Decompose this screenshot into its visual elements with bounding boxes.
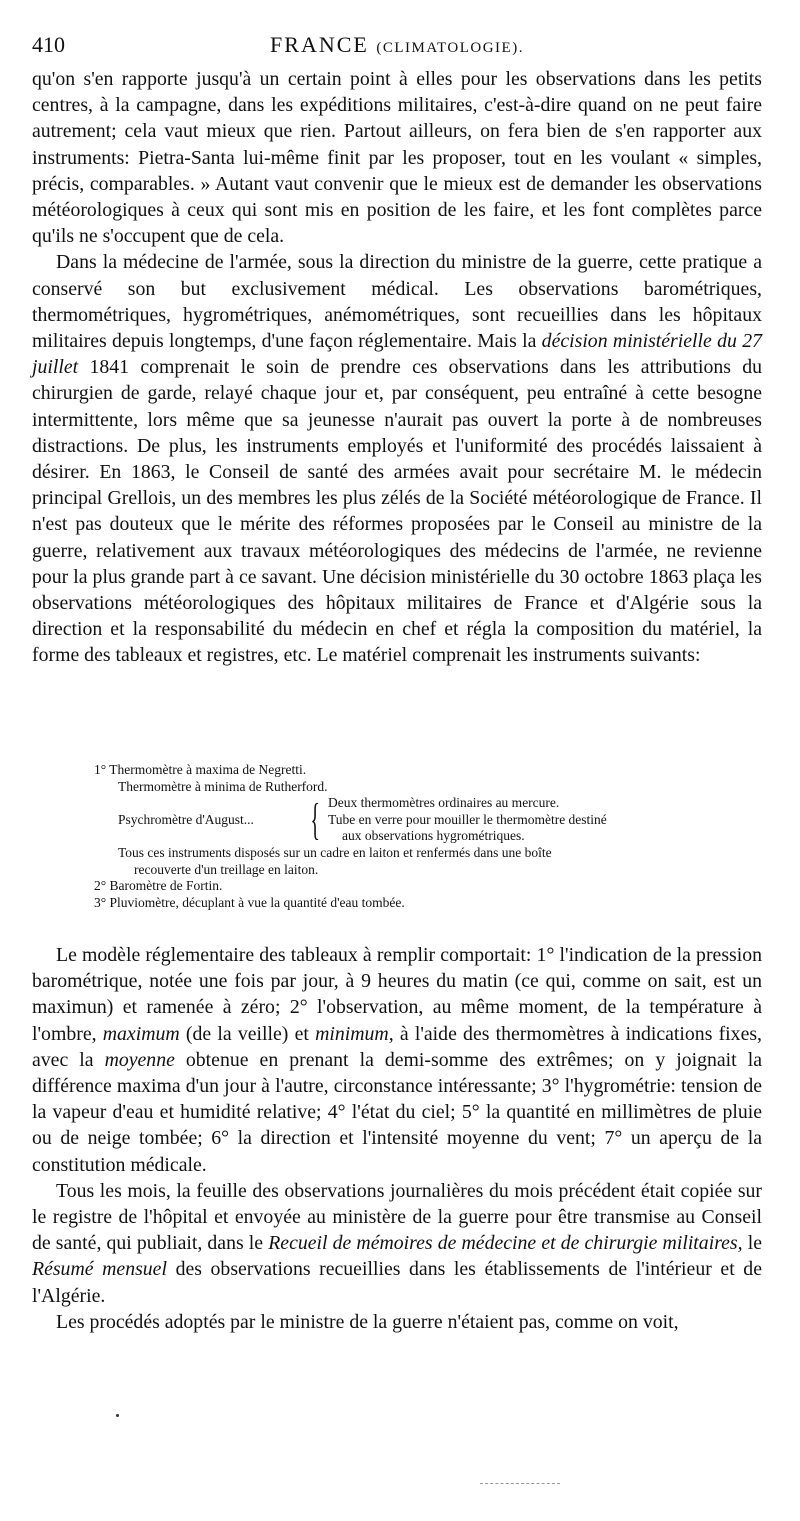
- body-text-bottom: [32, 942, 762, 1335]
- paragraph-5: Les procédés adoptés par le ministre de la guerre n'étaient pas, comme on voit,: [56, 1310, 679, 1333]
- instrument-note-continued: recouverte d'un treillage en laiton.: [134, 861, 319, 877]
- brace: {: [310, 795, 320, 845]
- psychrometer-item: Deux thermomètres ordinaires au mercure.: [328, 795, 560, 811]
- instrument-item: 2° Baromètre de Fortin.: [94, 878, 223, 894]
- paragraph-4: Tous les mois, la feuille des observations journalières du mois précédent était copiée sur le registre de l'hôpital et envoyée au ministère de la guerre pour être transmise au Conseil de santé, qui publiait, dans le Recueil de mémoires de médecine et de chirurgie militaires, le Résumé mensuel des observations recueillies dans les établissements de l'intérieur et de l'Algérie.: [32, 1179, 762, 1307]
- paragraph-2: Dans la médecine de l'armée, sous la direction du ministre de la guerre, cette pratique a conservé son but exclusivement médical. Les observations barométriques, thermométriques, hygrométriques, anémométriques, sont recueillies dans les hôpitaux militaires depuis longtemps, d'une façon réglementaire. Mais la décision ministérielle du 27 juillet 1841 comprenait le soin de prendre ces observations dans les attributions du chirurgien de garde, relayé chaque jour et, par conséquent, peu entraîné à cette besogne intermittente, lors même que sa jeunesse n'aurait pas ouvert la porte à de nombreuses distractions. De plus, les instruments employés et l'uniformité des procédés laissaient à désirer. En 1863, le Conseil de santé des armées avait pour secrétaire M. le médecin principal Grellois, un des membres les plus zélés de la Société météorologique de France. Il n'est pas douteux que le mérite des réformes proposées par le Conseil au ministre de la guerre, relativement aux travaux météorologiques des médecins de l'armée, ne revienne pour la plus grande part à ce savant. Une décision ministérielle du 30 octobre 1863 plaça les observations météorologiques des hôpitaux militaires de France et d'Algérie sous la direction et la responsabilité du médecin en chef et régla la composition du matériel, la forme des tableaux et registres, etc. Le matériel comprenait les instruments suivants:: [32, 251, 762, 667]
- instrument-item: Thermomètre à minima de Rutherford.: [118, 778, 328, 794]
- running-title-sub: (CLIMATOLOGIE).: [376, 40, 524, 56]
- bottom-mark: [480, 1483, 560, 1485]
- running-header: [32, 28, 762, 64]
- body-text-top: [32, 66, 762, 669]
- running-title: [32, 32, 762, 58]
- psychrometer-item-continued: aux observations hygrométriques.: [342, 828, 525, 844]
- running-title-main: FRANCE: [270, 32, 369, 57]
- instrument-item: 1° Thermomètre à maxima de Negretti.: [94, 762, 307, 777]
- page-number: 410: [32, 32, 65, 57]
- psychrometer-label: Psychromètre d'August...: [118, 811, 254, 827]
- print-speck: [116, 1414, 119, 1417]
- instrument-note: Tous ces instruments disposés sur un cadre en laiton et renfermés dans une boîte: [118, 844, 552, 860]
- psychrometer-item: Tube en verre pour mouiller le thermomètre destiné: [328, 811, 607, 827]
- paragraph-1: qu'on s'en rapporte jusqu'à un certain point à elles pour les observations dans les petits centres, à la campagne, dans les expéditions militaires, c'est-à-dire quand on ne peut faire autrement; cela vaut mieux que rien. Partout ailleurs, on fera bien de s'en rapporter aux instruments: Pietra-Santa lui-même finit par les proposer, tout en les voulant « simples, précis, comparables. » Autant vaut convenir que le mieux est de demander les observations météorologiques à ceux qui sont mis en position de les faire, et les font complètes parce qu'ils ne s'occupent que de cela.: [32, 68, 762, 248]
- paragraph-3: Le modèle réglementaire des tableaux à remplir comportait: 1° l'indication de la pression barométrique, notée une fois par jour, à 9 heures du matin (ce qui, comme on sait, est un maximun) et ramenée à zéro; 2° l'observation, au même moment, de la température à l'ombre, maximum (de la veille) et minimum, à l'aide des thermomètres à indications fixes, avec la moyenne obtenue en prenant la demi-somme des extrêmes; on y joignait la différence maxima d'un jour à l'autre, circonstance intéressante; 3° l'hygrométrie: tension de la vapeur d'eau et humidité relative; 4° l'état du ciel; 5° la quantité en millimètres de pluie ou de neige tombée; 6° la direction et l'intensité moyenne du vent; 7° un aperçu de la constitution médicale.: [32, 944, 762, 1176]
- psychrometer-group: [94, 795, 740, 845]
- instrument-item: 3° Pluviomètre, décuplant à vue la quantité d'eau tombée.: [94, 894, 405, 910]
- instrument-list: [94, 762, 740, 911]
